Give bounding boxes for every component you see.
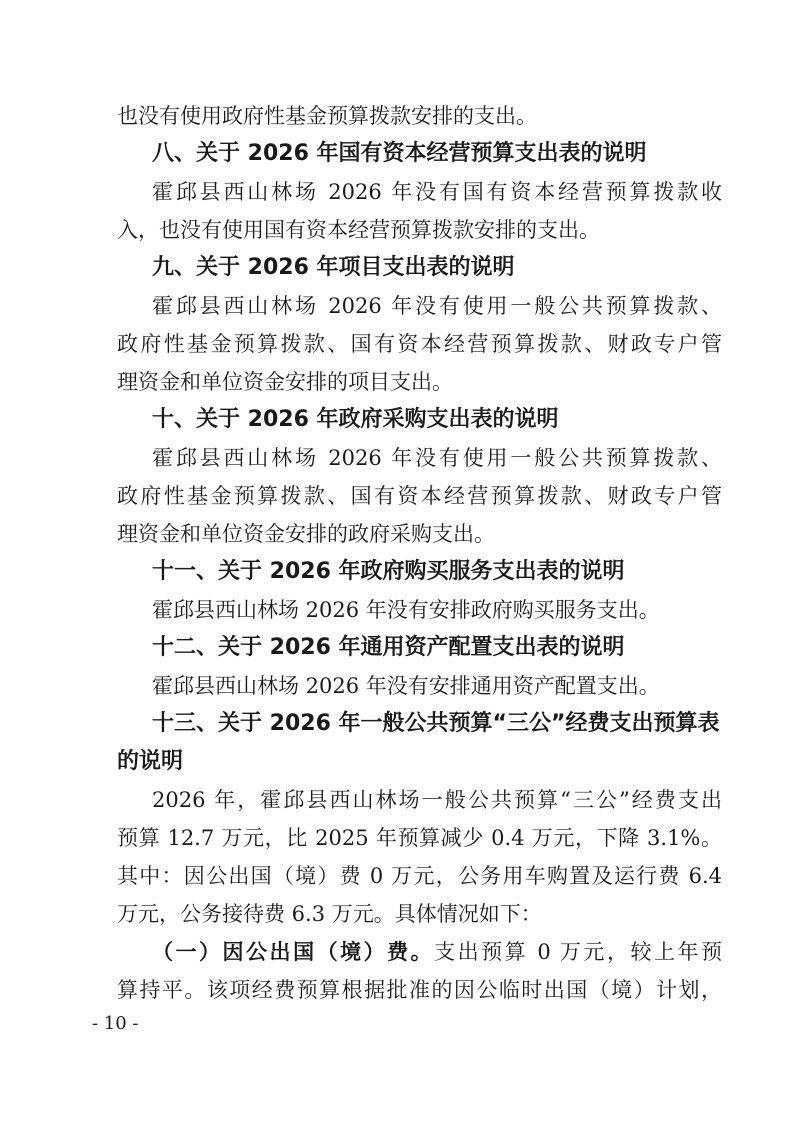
section-heading-8: 八、关于 2026 年国有资本经营预算支出表的说明: [152, 141, 647, 166]
body-line: 入，也没有使用国有资本经营预算拨款安排的支出。: [117, 218, 600, 242]
section-heading-11: 十一、关于 2026 年政府购买服务支出表的说明: [152, 559, 625, 584]
section-heading-12: 十二、关于 2026 年通用资产配置支出表的说明: [152, 635, 625, 660]
section-heading-13-cont: 的说明: [117, 749, 184, 774]
body-line: 霍邱县西山林场 2026 年没有国有资本经营预算拨款收: [152, 180, 722, 204]
body-line: 万元，公务接待费 6.3 万元。具体情况如下：: [117, 902, 542, 926]
body-line: 算持平。该项经费预算根据批准的因公临时出国（境）计划，: [117, 978, 722, 1002]
body-line: 其中：因公出国（境）费 0 万元，公务用车购置及运行费 6.4: [117, 864, 722, 888]
section-heading-9: 九、关于 2026 年项目支出表的说明: [152, 255, 515, 280]
body-line: [117, 933, 722, 971]
body-line: 理资金和单位资金安排的政府采购支出。: [117, 522, 495, 546]
body-line: 霍邱县西山林场 2026 年没有安排通用资产配置支出。: [152, 674, 660, 698]
body-line: 预算 12.7 万元，比 2025 年预算减少 0.4 万元，下降 3.1%。: [117, 826, 722, 850]
subitem-text: 支出预算 0 万元，较上年预: [434, 940, 722, 964]
body-line: 也没有使用政府性基金预算拨款安排的支出。: [117, 104, 537, 128]
body-line: 霍邱县西山林场 2026 年没有安排政府购买服务支出。: [152, 598, 660, 622]
document-text-block: [117, 97, 722, 1009]
body-line: 政府性基金预算拨款、国有资本经营预算拨款、财政专户管: [117, 484, 722, 508]
body-line: 2026 年，霍邱县西山林场一般公共预算“三公”经费支出: [152, 788, 722, 812]
body-line: 霍邱县西山林场 2026 年没有使用一般公共预算拨款、: [152, 294, 722, 318]
section-heading-13: 十三、关于 2026 年一般公共预算“三公”经费支出预算表: [152, 711, 720, 736]
section-heading-10: 十、关于 2026 年政府采购支出表的说明: [152, 407, 559, 432]
body-line: 政府性基金预算拨款、国有资本经营预算拨款、财政专户管: [117, 332, 722, 356]
body-line: 霍邱县西山林场 2026 年没有使用一般公共预算拨款、: [152, 446, 722, 470]
subitem-label-bold: （一）因公出国（境）费。: [152, 940, 435, 964]
body-line: 理资金和单位资金安排的项目支出。: [117, 370, 453, 394]
page-number: - 10 -: [92, 1013, 139, 1034]
